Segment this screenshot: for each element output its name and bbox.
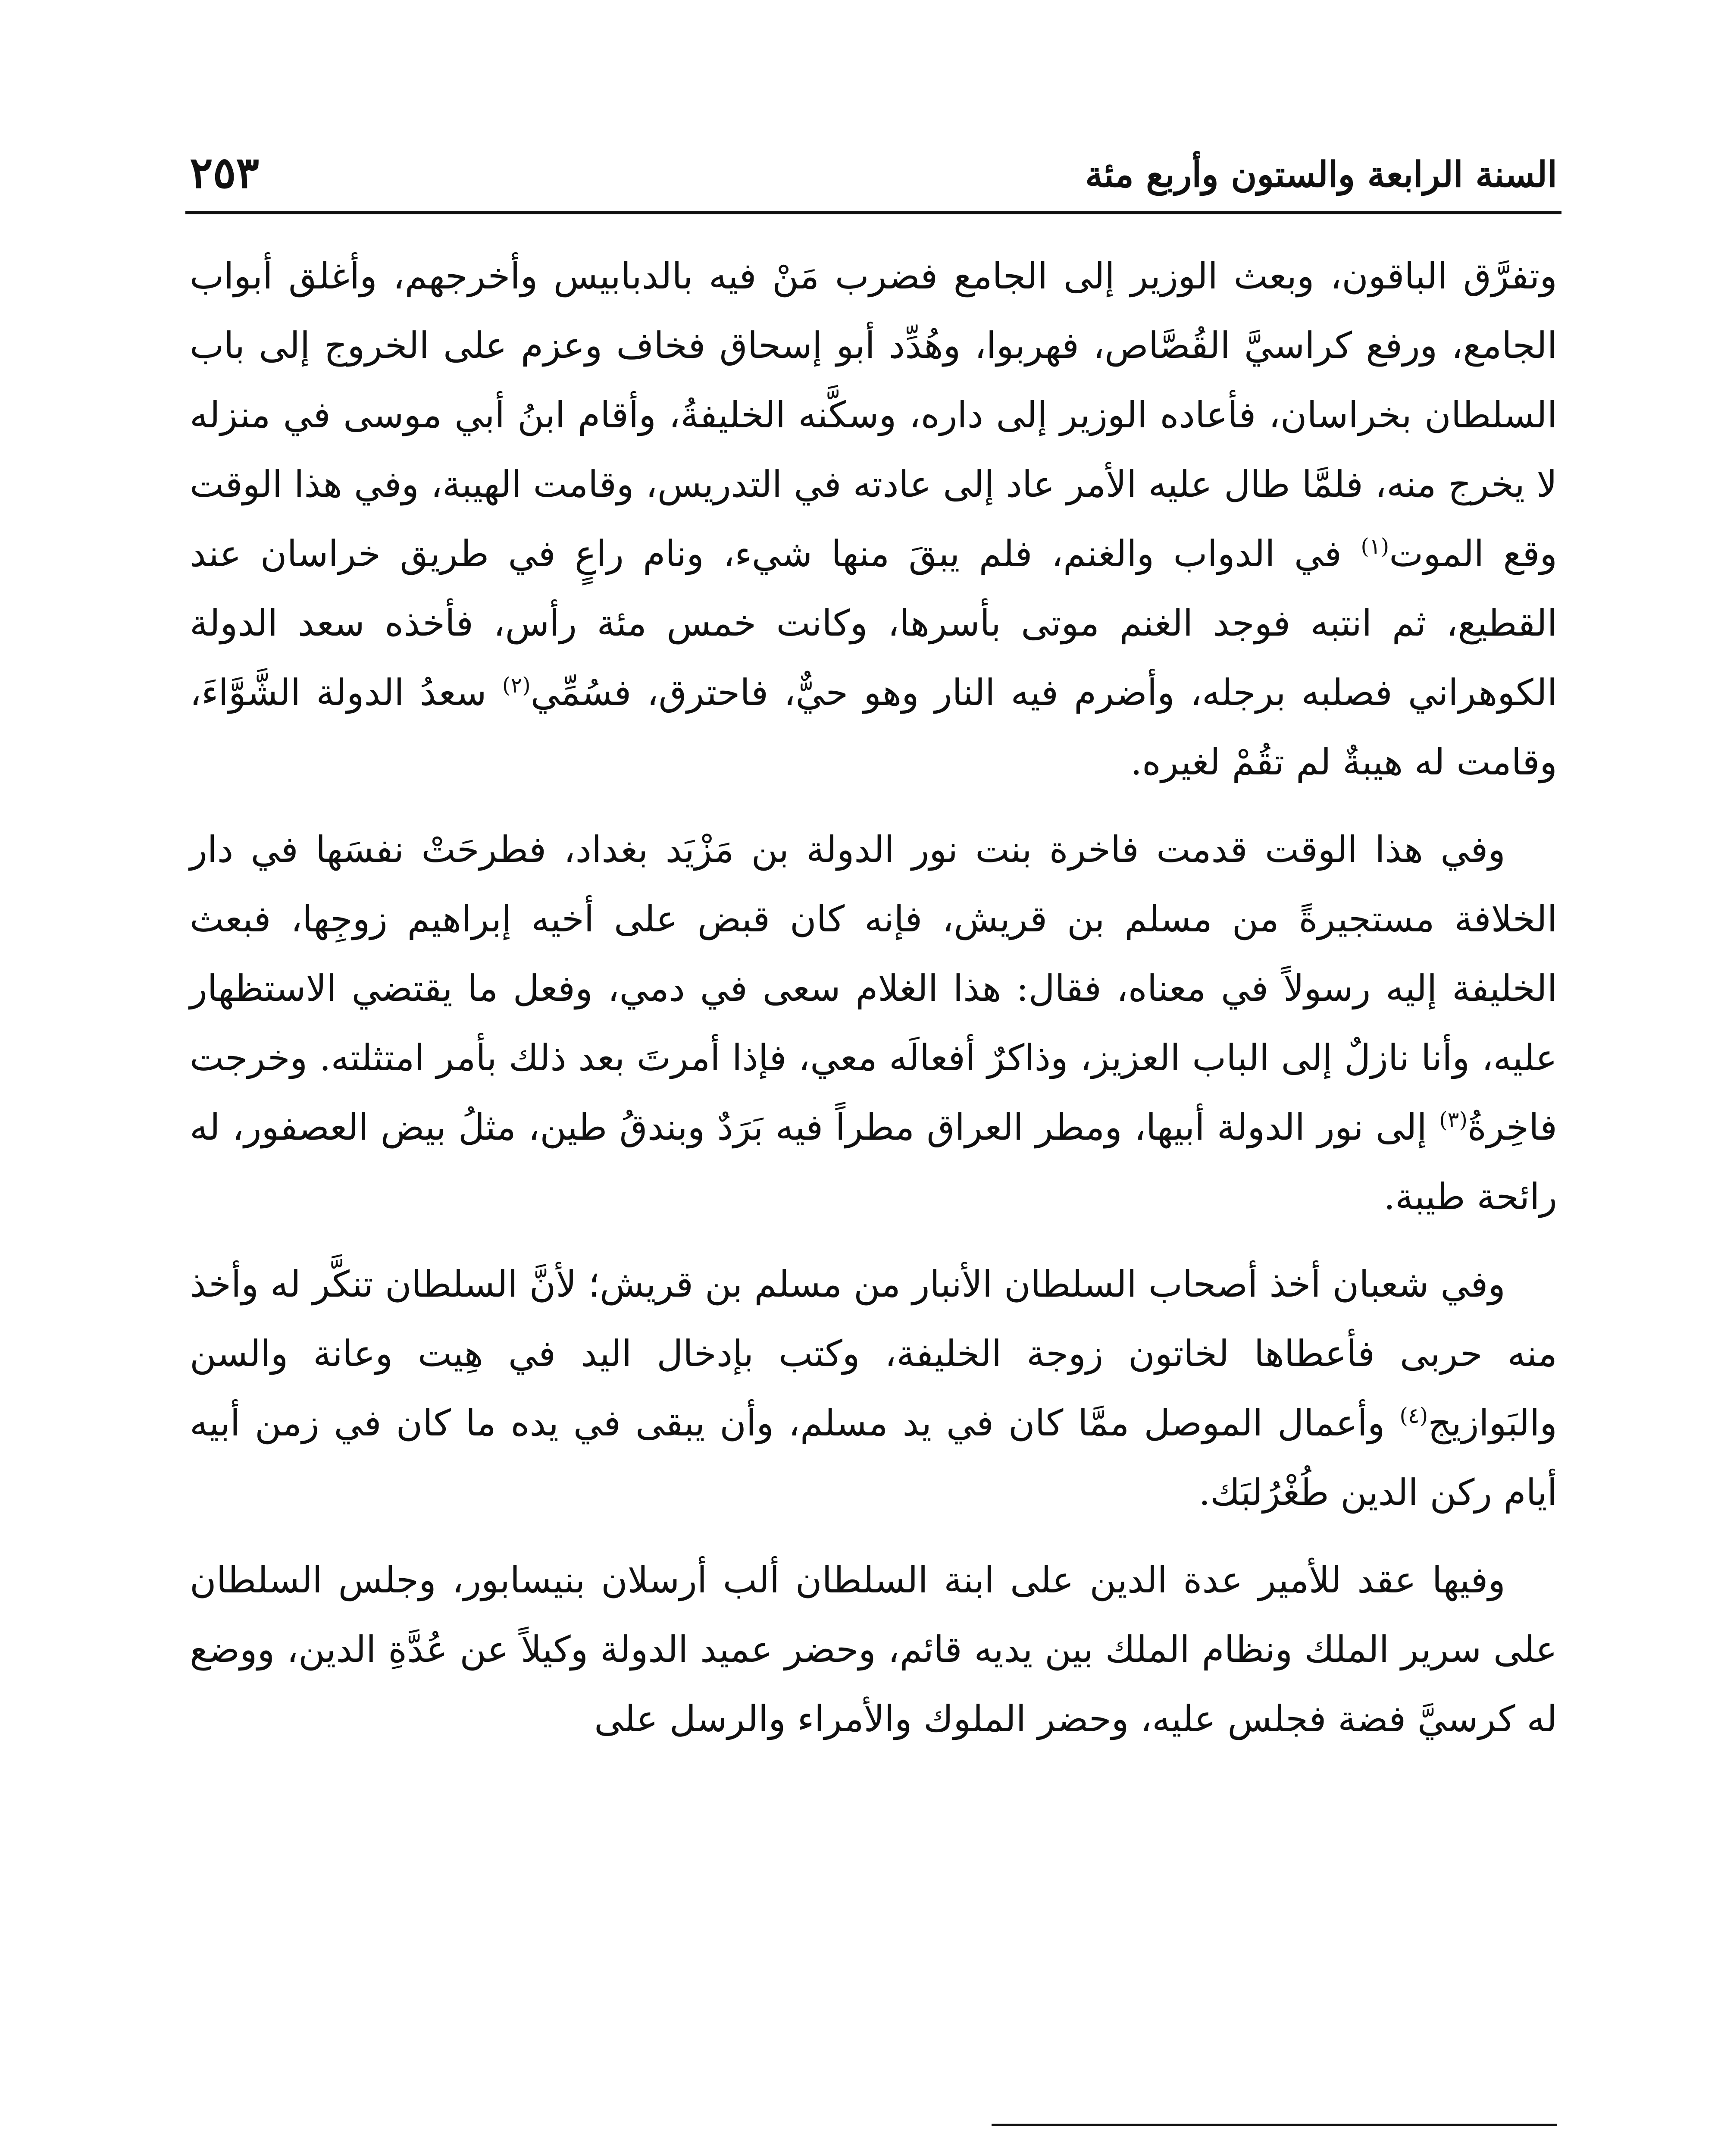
paragraph-3-text-1: وفي شعبان أخذ أصحاب السلطان الأنبار من مسلم بن قريش؛ لأنَّ السلطان تنكَّر له وأخذ منه حربى فأعطاها لخاتون زوجة الخليفة، وكتب بإدخال اليد في هِيت وعانة والسن والبَوازيج bbox=[190, 1263, 1557, 1444]
paragraph-1-text-3: سعدُ الدولة الشَّوَّاءَ، وقامت له هيبةٌ لم تقُمْ لغيره. bbox=[190, 671, 1557, 783]
paragraph-4-text-1: وفيها عقد للأمير عدة الدين على ابنة السلطان ألب أرسلان بنيسابور، وجلس السلطان على سرير الملك ونظام الملك بين يديه قائم، وحضر عميد الدولة وكيلاً عن عُدَّةِ الدين، ووضع له كرسيَّ فضة فجلس عليه، وحضر الملوك والأمراء والرسل على bbox=[190, 1559, 1557, 1740]
page-number: ٢٥٣ bbox=[190, 147, 260, 198]
paragraph-3-text-2: وأعمال الموصل ممَّا كان في يد مسلم، وأن يبقى في يده ما كان في زمن أبيه أيام ركن الدين طُغْرُلبَك. bbox=[190, 1402, 1557, 1514]
footnote-ref-3: (٣) bbox=[1439, 1107, 1468, 1132]
paragraph-2 bbox=[190, 815, 1557, 1232]
paragraph-4 bbox=[190, 1545, 1557, 1754]
footnote-ref-2: (٢) bbox=[502, 673, 531, 698]
footnote-ref-4: (٤) bbox=[1399, 1403, 1428, 1428]
paragraph-1-text-2: في الدواب والغنم، فلم يبقَ منها شيء، ونام راعٍ في طريق خراسان عند القطيع، ثم انتبه فوجد الغنم موتى بأسرها، وكانت خمس مئة رأس، فأخذه سعد الدولة الكوهراني فصلبه برجله، وأضرم فيه النار وهو حيٌّ، فاحترق، فسُمِّي bbox=[190, 533, 1557, 714]
running-header bbox=[190, 142, 1557, 198]
footnote-rule bbox=[992, 2124, 1557, 2126]
body-text bbox=[190, 241, 1557, 1772]
paragraph-2-text-2: إلى نور الدولة أبيها، ومطر العراق مطراً فيه بَرَدٌ وبندقُ طين، مثلُ بيض العصفور، له رائحة طيبة. bbox=[190, 1106, 1557, 1218]
header-rule bbox=[185, 211, 1561, 214]
footnote-ref-1: (١) bbox=[1361, 534, 1389, 559]
paragraph-1 bbox=[190, 241, 1557, 797]
paragraph-3 bbox=[190, 1250, 1557, 1527]
paragraph-2-text-1: وفي هذا الوقت قدمت فاخرة بنت نور الدولة بن مَزْيَد بغداد، فطرحَتْ نفسَها في دار الخلافة مستجيرةً من مسلم بن قريش، فإنه كان قبض على أخيه إبراهيم زوجِها، فبعث الخليفة إليه رسولاً في معناه، فقال: هذا الغلام سعى في دمي، وفعل ما يقتضي الاستظهار عليه، وأنا نازلٌ إلى الباب العزيز، وذاكرٌ أفعالَه معي، فإذا أمرتَ بعد ذلك بأمر امتثلته. وخرجت فاخِرةُ bbox=[190, 828, 1557, 1148]
running-title: السنة الرابعة والستون وأربع مئة bbox=[1085, 154, 1557, 195]
paragraph-1-text-1: وتفرَّق الباقون، وبعث الوزير إلى الجامع فضرب مَنْ فيه بالدبابيس وأخرجهم، وأغلق أبواب الجامع، ورفع كراسيَّ القُصَّاص، فهربوا، وهُدِّد أبو إسحاق فخاف وعزم على الخروج إلى باب السلطان بخراسان، فأعاده الوزير إلى داره، وسكَّنه الخليفةُ، وأقام ابنُ أبي موسى في منزله لا يخرج منه، فلمَّا طال عليه الأمر عاد إلى عادته في التدريس، وقامت الهيبة، وفي هذا الوقت وقع الموت bbox=[190, 255, 1558, 575]
